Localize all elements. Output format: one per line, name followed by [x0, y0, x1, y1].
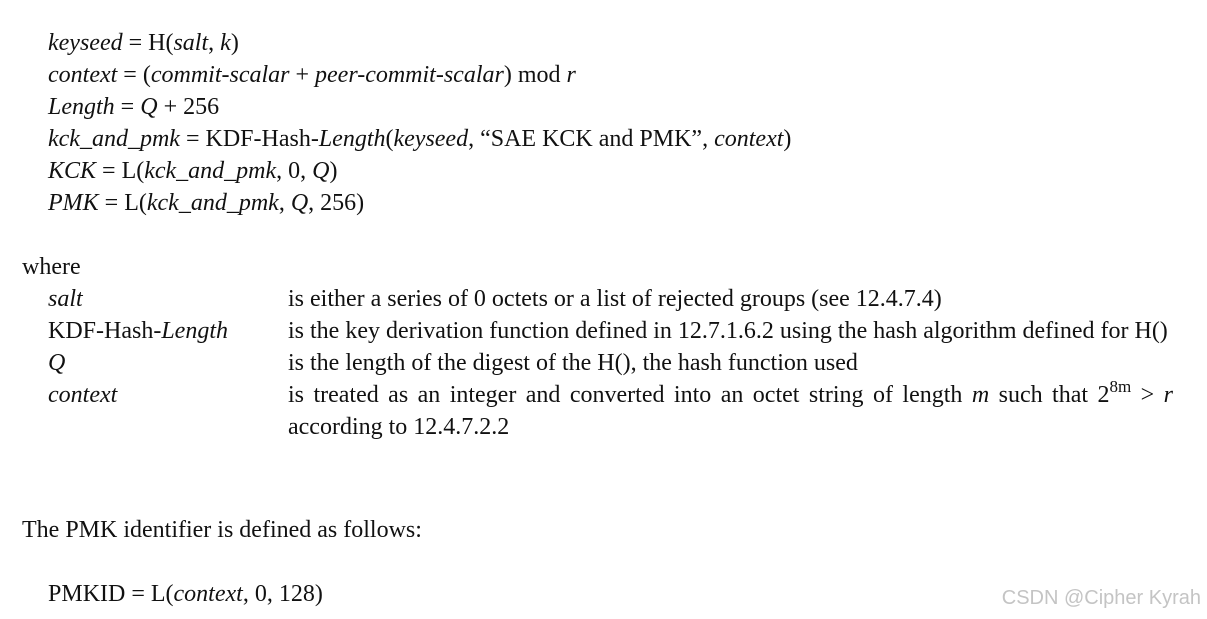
- definition-description: is either a series of 0 octets or a list of rejected groups (see 12.4.7.4): [288, 286, 942, 312]
- equation-kck: [48, 155, 791, 187]
- eq-text: ): [783, 126, 792, 152]
- desc-text: such that 2: [989, 382, 1110, 408]
- eq-text: = KDF-Hash-: [179, 126, 319, 152]
- term-kdf-prefix: KDF-Hash-: [48, 318, 162, 344]
- eq-text: , “SAE KCK and PMK”,: [468, 126, 715, 152]
- eq-text: = L(: [96, 158, 145, 184]
- var-q: Q: [312, 158, 330, 184]
- eq-text: =: [114, 94, 141, 120]
- var-keyseed: keyseed: [393, 126, 469, 152]
- eq-text: PMKID = L(: [48, 581, 174, 607]
- var-r: r: [566, 62, 576, 88]
- where-label: where: [22, 254, 81, 280]
- equation-keyseed: [48, 27, 791, 59]
- var-context: context: [173, 581, 243, 607]
- eq-text: ): [230, 30, 239, 56]
- definition-term: [48, 315, 288, 347]
- definition-description: is the length of the digest of the H(), the hash function used: [288, 350, 858, 376]
- var-kck-and-pmk: kck_and_pmk: [48, 126, 180, 152]
- eq-text: +: [289, 62, 316, 88]
- equation-length: [48, 91, 791, 123]
- var-commit-scalar: commit-scalar: [150, 62, 290, 88]
- eq-text: ) mod: [503, 62, 567, 88]
- var-r: r: [1163, 382, 1173, 408]
- var-k: k: [220, 30, 231, 56]
- desc-text: according to 12.4.7.2.2: [288, 414, 510, 440]
- var-context: context: [714, 126, 784, 152]
- desc-text: is treated as an integer and converted into an octet string of length: [288, 382, 972, 408]
- eq-text: , 256): [308, 190, 365, 216]
- exponent: 8m: [1109, 377, 1132, 396]
- term-length: Length: [161, 318, 228, 344]
- eq-text: ,: [208, 30, 221, 56]
- var-context: context: [48, 62, 118, 88]
- var-pmk: PMK: [48, 190, 99, 216]
- eq-text: + 256: [157, 94, 220, 120]
- equation-kck-and-pmk: [48, 123, 791, 155]
- eq-text: , 0,: [276, 158, 313, 184]
- var-kck: KCK: [48, 158, 97, 184]
- eq-text: , 0, 128): [242, 581, 323, 607]
- desc-text: >: [1131, 382, 1164, 408]
- definition-term: [48, 283, 288, 315]
- eq-text: = (: [117, 62, 151, 88]
- equation-pmkid: [48, 578, 323, 610]
- var-q: Q: [290, 190, 309, 216]
- definition-salt: [48, 283, 1173, 315]
- var-keyseed: keyseed: [48, 30, 123, 56]
- var-peer-commit-scalar: peer-commit-scalar: [315, 62, 504, 88]
- definition-q: [48, 347, 1173, 379]
- definition-context: [48, 379, 1173, 443]
- var-kck-and-pmk: kck_and_pmk: [146, 190, 279, 216]
- var-length: Length: [48, 94, 115, 120]
- equation-pmk: [48, 187, 791, 219]
- eq-text: = H(: [122, 30, 174, 56]
- var-salt: salt: [173, 30, 209, 56]
- term-q: Q: [48, 350, 66, 376]
- var-kck-and-pmk: kck_and_pmk: [144, 158, 277, 184]
- definition-term: [48, 347, 288, 379]
- definition-list: [48, 283, 1173, 443]
- equation-context: [48, 59, 791, 91]
- pmk-identifier-intro: The PMK identifier is defined as follows:: [22, 517, 422, 543]
- definition-kdf-hash-length: [48, 315, 1173, 347]
- eq-text: = L(: [98, 190, 147, 216]
- var-length: Length: [318, 126, 386, 152]
- term-context: context: [48, 382, 118, 408]
- term-salt: salt: [48, 286, 83, 312]
- var-m: m: [971, 382, 990, 408]
- watermark: CSDN @Cipher Kyrah: [1001, 587, 1201, 609]
- eq-text: (: [385, 126, 394, 152]
- definition-description: is the key derivation function defined in 12.7.1.6.2 using the hash algorithm defined for H(): [288, 318, 1168, 344]
- eq-text: ): [329, 158, 338, 184]
- definition-term: [48, 379, 288, 443]
- equation-block: [48, 27, 791, 219]
- definition-description: [288, 379, 1173, 443]
- var-q: Q: [140, 94, 158, 120]
- eq-text: ,: [278, 190, 291, 216]
